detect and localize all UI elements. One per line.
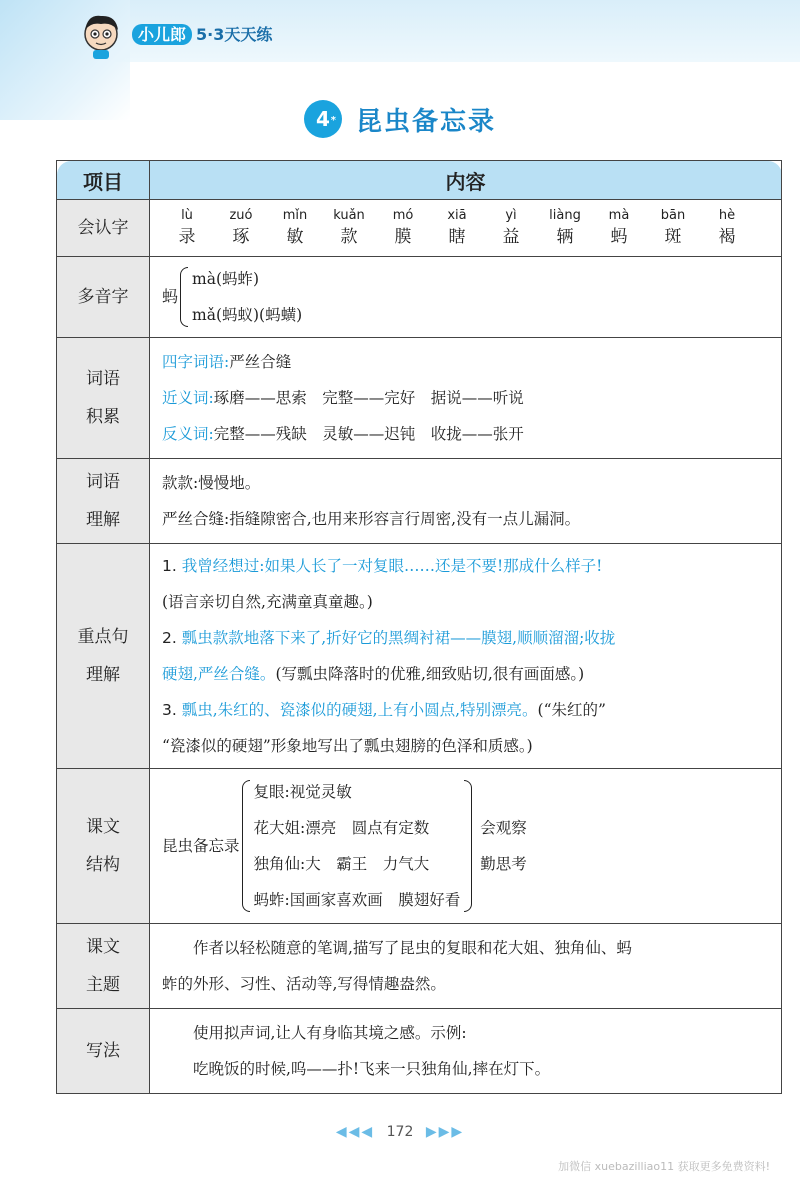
row-understand xyxy=(57,459,782,544)
mascot-boy-icon xyxy=(78,12,124,60)
character: 蚂 xyxy=(610,227,628,247)
writing-example: 吃晚饭的时候,呜——扑!飞来一只独角仙,摔在灯下。 xyxy=(193,1060,551,1078)
character: 敏 xyxy=(286,227,304,247)
key-sentence-1-note: (语言亲切自然,充满童真童趣。) xyxy=(162,593,373,611)
character: 款 xyxy=(340,227,358,247)
pinyin-char xyxy=(484,207,538,249)
synonyms: 近义词:琢磨——思索 完整——完好 据说——听说 xyxy=(162,389,524,407)
character: 斑 xyxy=(664,227,682,247)
column-header-content: 内容 xyxy=(150,161,782,200)
structure-item: 复眼:视觉灵敏 xyxy=(253,783,352,801)
pinyin-char xyxy=(376,207,430,249)
pinyin-char xyxy=(322,207,376,249)
lesson-number-badge: 4 * xyxy=(304,100,342,138)
pinyin: lù xyxy=(181,208,193,223)
row-theme xyxy=(57,924,782,1009)
pinyin-char xyxy=(160,207,214,249)
structure-summary: 会观察 xyxy=(480,819,527,837)
page-number: 172 xyxy=(386,1124,414,1140)
pinyin-char-list xyxy=(160,207,771,249)
structure-item: 蚂蚱:国画家喜欢画 膜翅好看 xyxy=(253,891,461,909)
structure-root: 昆虫备忘录 xyxy=(162,837,240,855)
brand-logo xyxy=(132,22,272,45)
pinyin: kuǎn xyxy=(333,208,365,223)
watermark-text: 加微信 xuebazilliao11 获取更多免费资料! xyxy=(558,1160,770,1173)
key-sentence-3: 3. 瓢虫,朱红的、瓷漆似的硬翅,上有小圆点,特别漂亮。(“朱红的” xyxy=(162,701,606,719)
pinyin: mà xyxy=(608,208,630,223)
pinyin-char xyxy=(268,207,322,249)
pinyin: yì xyxy=(505,208,517,223)
character: 膜 xyxy=(394,227,412,247)
label-understand: 词语 理解 xyxy=(57,459,150,544)
label-structure: 课文 结构 xyxy=(57,769,150,924)
pinyin: mó xyxy=(392,208,414,223)
character: 辆 xyxy=(556,227,574,247)
left-brace xyxy=(242,780,250,912)
right-arrows-icon: ▶▶▶ xyxy=(425,1124,465,1140)
theme-text: 作者以轻松随意的笔调,描写了昆虫的复眼和花大姐、独角仙、蚂 xyxy=(193,939,632,957)
structure-item: 花大姐:漂亮 圆点有定数 xyxy=(253,819,430,837)
pinyin: zuó xyxy=(229,208,253,223)
key-sentence-3-note: “瓷漆似的硬翅”形象地写出了瓢虫翅膀的色泽和质感。) xyxy=(162,737,533,755)
left-arrows-icon: ◀◀◀ xyxy=(335,1124,375,1140)
page-footer xyxy=(0,1124,800,1140)
writing-method: 使用拟声词,让人有身临其境之感。示例: xyxy=(193,1024,467,1042)
row-writing xyxy=(57,1009,782,1094)
label-writing: 写法 xyxy=(57,1009,150,1094)
pinyin-char xyxy=(592,207,646,249)
four-char-words: 四字词语:严丝合缝 xyxy=(162,353,292,371)
key-sentence-2: 2. 瓢虫款款地落下来了,折好它的黑绸衬裙——膜翅,顺顺溜溜;收拢 xyxy=(162,629,616,647)
right-brace xyxy=(464,780,472,912)
summary-table xyxy=(56,160,782,1094)
row-structure xyxy=(57,769,782,924)
character: 瞎 xyxy=(448,227,466,247)
left-brace xyxy=(180,267,188,327)
antonyms: 反义词:完整——残缺 灵敏——迟钝 收拢——张开 xyxy=(162,425,524,443)
pinyin-char xyxy=(700,207,754,249)
key-sentence-2-cont: 硬翅,严丝合缝。(写瓢虫降落时的优雅,细致贴切,很有画面感。) xyxy=(162,665,585,683)
polyphone-reading: mǎ(蚂蚁)(蚂蟥) xyxy=(192,306,303,324)
polyphone-reading: mà(蚂蚱) xyxy=(192,270,260,288)
structure-item: 独角仙:大 霸王 力气大 xyxy=(253,855,430,873)
character: 褐 xyxy=(718,227,736,247)
label-polyphone: 多音字 xyxy=(57,257,150,338)
pinyin: hè xyxy=(718,208,736,223)
character: 录 xyxy=(178,227,196,247)
row-literacy xyxy=(57,200,782,257)
label-vocab: 词语 积累 xyxy=(57,338,150,459)
label-literacy: 会认字 xyxy=(57,200,150,257)
pinyin-char xyxy=(538,207,592,249)
column-header-item: 项目 xyxy=(57,161,150,200)
word-meaning: 严丝合缝:指缝隙密合,也用来形容言行周密,没有一点儿漏洞。 xyxy=(162,510,581,528)
pinyin: mǐn xyxy=(282,208,308,223)
lesson-title-text: 昆虫备忘录 xyxy=(355,106,496,137)
key-sentence-1: 1. 我曾经想过:如果人长了一对复眼……还是不要!那成什么样子! xyxy=(162,557,603,575)
lesson-title xyxy=(0,100,800,138)
pinyin: liàng xyxy=(549,208,581,223)
structure-summary: 勤思考 xyxy=(480,855,527,873)
label-key-sentences: 重点句 理解 xyxy=(57,544,150,769)
polyphone-char: 蚂 xyxy=(162,287,179,306)
pinyin-char xyxy=(430,207,484,249)
character: 琢 xyxy=(232,227,250,247)
row-vocab xyxy=(57,338,782,459)
pinyin-char xyxy=(214,207,268,249)
table-header-row xyxy=(57,161,782,200)
pinyin-char xyxy=(646,207,700,249)
character: 益 xyxy=(502,227,520,247)
brand-secondary: 5·3天天练 xyxy=(196,25,273,44)
pinyin: xiā xyxy=(447,208,467,223)
row-key-sentences xyxy=(57,544,782,769)
brand-primary: 小儿郎 xyxy=(132,24,192,45)
row-polyphone xyxy=(57,257,782,338)
theme-text-cont: 蚱的外形、习性、活动等,写得情趣盎然。 xyxy=(162,975,446,993)
pinyin: bān xyxy=(660,208,686,223)
label-theme: 课文 主题 xyxy=(57,924,150,1009)
word-meaning: 款款:慢慢地。 xyxy=(162,474,261,492)
